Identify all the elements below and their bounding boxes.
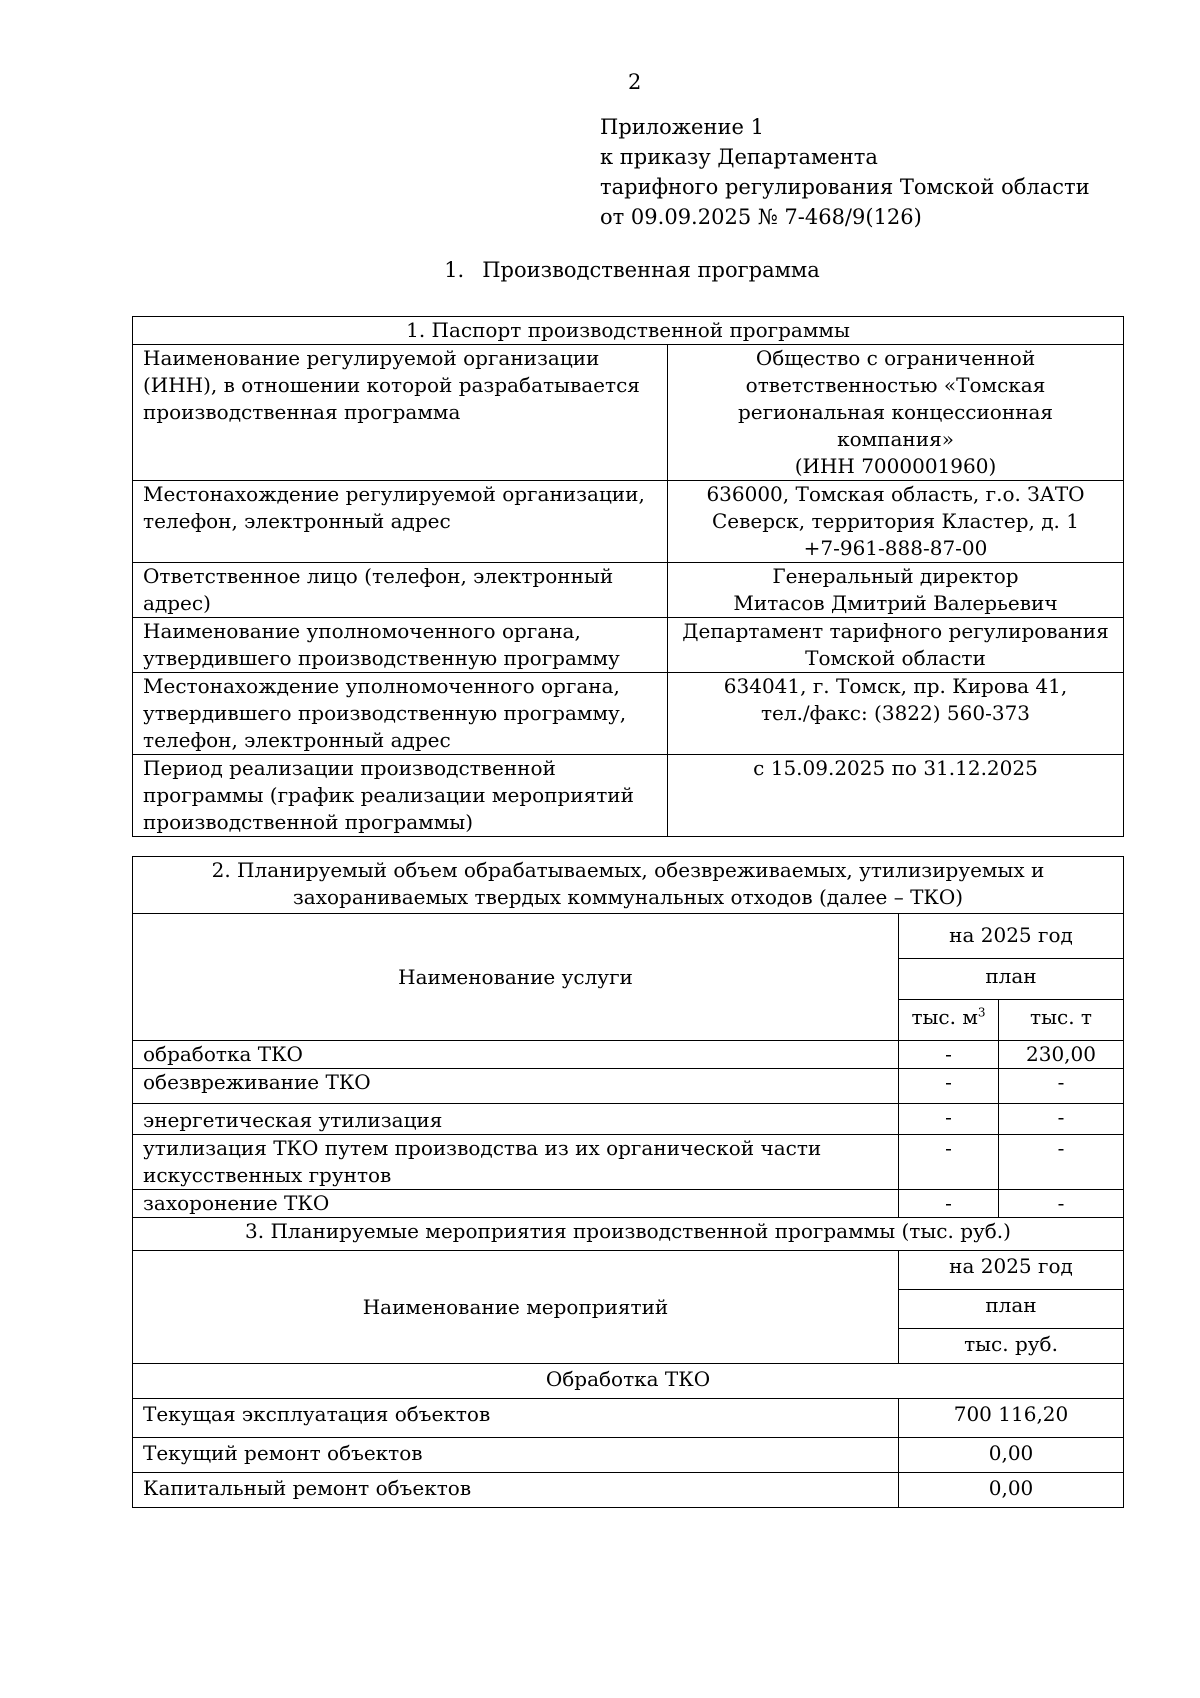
measure-name: Капитальный ремонт объектов [133, 1473, 899, 1508]
row-label: Наименование уполномоченного органа, утвердившего производственную программу [133, 618, 668, 673]
value-t: - [999, 1104, 1124, 1135]
table-row [133, 1104, 1124, 1135]
row-value: Общество с ограниченной ответственностью «Томская региональная концессионная компания» (ИНН 7000001960) [668, 345, 1124, 481]
appendix-line: тарифного регулирования Томской области [600, 175, 1090, 199]
section-title [0, 258, 1200, 282]
unit-t-header: тыс. т [999, 1000, 1124, 1041]
service-name: обезвреживание ТКО [133, 1069, 899, 1104]
value-t: 230,00 [999, 1041, 1124, 1069]
appendix-line: от 09.09.2025 № 7-468/9(126) [600, 205, 922, 229]
row-value: с 15.09.2025 по 31.12.2025 [668, 755, 1124, 837]
section-number: 1. [444, 258, 465, 282]
row-label: Наименование регулируемой организации (ИНН), в отношении которой разрабатывается производственная программа [133, 345, 668, 481]
passport-header: 1. Паспорт производственной программы [133, 317, 1124, 345]
measures-header: 3. Планируемые мероприятия производственной программы (тыс. руб.) [133, 1218, 1124, 1251]
service-column-header: Наименование услуги [133, 914, 899, 1041]
row-value: 634041, г. Томск, пр. Кирова 41, тел./факс: (3822) 560-373 [668, 673, 1124, 755]
table-row [133, 618, 1124, 673]
row-value: 636000, Томская область, г.о. ЗАТО Северск, территория Кластер, д. 1 +7-961-888-87-00 [668, 481, 1124, 563]
table-row [133, 755, 1124, 837]
value-t: - [999, 1135, 1124, 1190]
table-row [133, 1041, 1124, 1069]
table-row [133, 1135, 1124, 1190]
table-row [133, 1069, 1124, 1104]
table-row [133, 481, 1124, 563]
measures-name-column-header: Наименование мероприятий [133, 1251, 899, 1364]
value-m3: - [899, 1190, 999, 1218]
appendix-line: Приложение 1 [600, 115, 764, 139]
value-m3: - [899, 1104, 999, 1135]
passport-table [132, 316, 1124, 837]
service-name: захоронение ТКО [133, 1190, 899, 1218]
plan-column-header: план [899, 959, 1124, 1000]
row-value: Департамент тарифного регулирования Томской области [668, 618, 1124, 673]
measure-name: Текущий ремонт объектов [133, 1438, 899, 1473]
row-label: Местонахождение уполномоченного органа, утвердившего производственную программу, телефон, электронный адрес [133, 673, 668, 755]
table-row [133, 563, 1124, 618]
year-column-header: на 2025 год [899, 914, 1124, 959]
measure-name: Текущая эксплуатация объектов [133, 1399, 899, 1438]
table-row [133, 673, 1124, 755]
volume-header: 2. Планируемый объем обрабатываемых, обезвреживаемых, утилизируемых и захораниваемых твердых коммунальных отходов (далее – ТКО) [133, 857, 1124, 914]
service-name: обработка ТКО [133, 1041, 899, 1069]
row-label: Ответственное лицо (телефон, электронный адрес) [133, 563, 668, 618]
measure-value: 0,00 [899, 1438, 1124, 1473]
value-t: - [999, 1190, 1124, 1218]
page-number: 2 [628, 70, 642, 94]
row-label: Местонахождение регулируемой организации, телефон, электронный адрес [133, 481, 668, 563]
value-m3: - [899, 1135, 999, 1190]
table-row [133, 345, 1124, 481]
measures-unit-header: тыс. руб. [899, 1329, 1124, 1364]
table-row [133, 1438, 1124, 1473]
volume-measures-table [132, 856, 1124, 1508]
measure-value: 0,00 [899, 1473, 1124, 1508]
row-value: Генеральный директор Митасов Дмитрий Валерьевич [668, 563, 1124, 618]
value-m3: - [899, 1069, 999, 1104]
value-t: - [999, 1069, 1124, 1104]
measures-plan-header: план [899, 1290, 1124, 1329]
measure-value: 700 116,20 [899, 1399, 1124, 1438]
unit-m3-header: тыс. $м^3$ [899, 1000, 999, 1041]
measures-year-header: на 2025 год [899, 1251, 1124, 1290]
service-name: утилизация ТКО путем производства из их органической части искусственных грунтов [133, 1135, 899, 1190]
table-row [133, 1399, 1124, 1438]
appendix-line: к приказу Департамента [600, 145, 878, 169]
value-m3: - [899, 1041, 999, 1069]
service-name: энергетическая утилизация [133, 1104, 899, 1135]
section-title-text: Производственная программа [482, 258, 820, 282]
table-row [133, 1473, 1124, 1508]
measures-group-header: Обработка ТКО [133, 1364, 1124, 1399]
table-row [133, 1190, 1124, 1218]
appendix-header [600, 112, 1090, 232]
row-label: Период реализации производственной программы (график реализации мероприятий производственной программы) [133, 755, 668, 837]
